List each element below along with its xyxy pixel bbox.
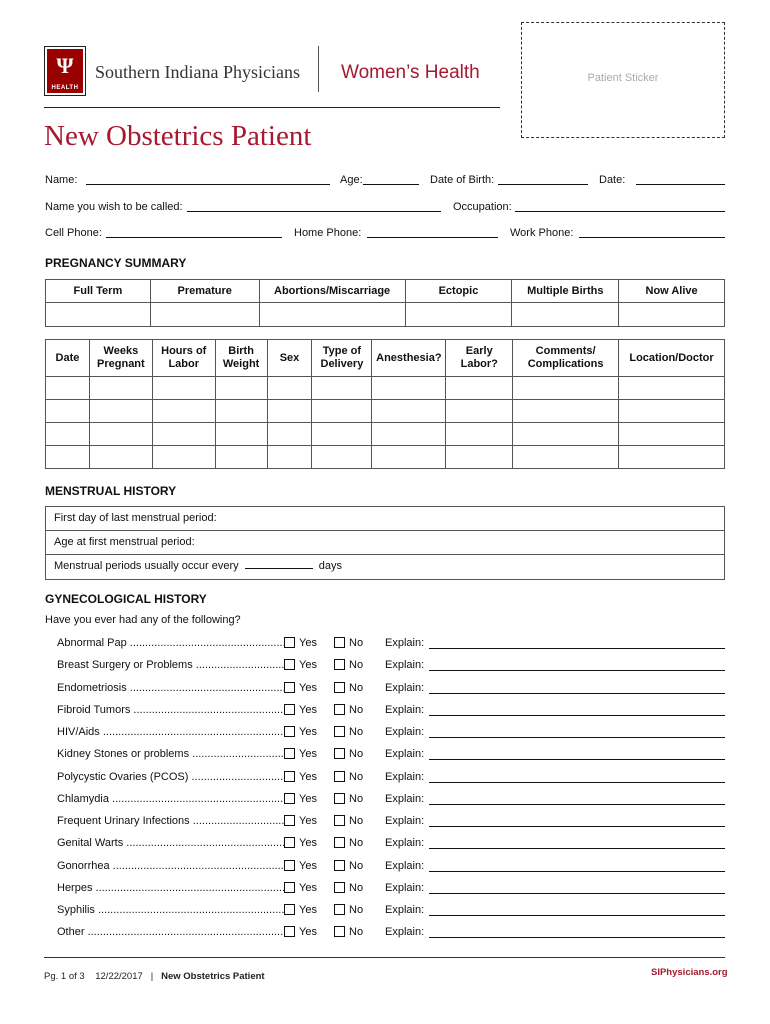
header-divider [318,46,319,92]
table-cell[interactable] [267,377,312,400]
table-cell[interactable] [619,400,725,423]
table-cell[interactable] [46,303,151,327]
interval-unit: days [318,560,343,572]
col-anesthesia: Anesthesia? [372,340,446,377]
work-phone-label: Work Phone: [510,227,574,239]
no-label: No [349,637,364,649]
table-cell[interactable] [513,400,619,423]
yes-label: Yes [299,659,317,671]
explain-field[interactable] [429,804,725,805]
no-checkbox[interactable] [334,882,345,893]
no-checkbox[interactable] [334,637,345,648]
table-cell[interactable] [513,377,619,400]
table-cell[interactable] [215,377,267,400]
explain-label: Explain: [385,926,425,938]
no-checkbox[interactable] [334,904,345,915]
condition-label: Abnormal Pap ..... [57,636,284,650]
yes-label: Yes [299,748,317,760]
yes-checkbox[interactable] [284,726,295,737]
gyn-question: Have you ever had any of the following? [45,614,241,626]
footer-separator: | [150,971,154,982]
explain-field[interactable] [429,893,725,894]
footer-info [44,971,265,982]
col-abortions: Abortions/Miscarriage [259,280,405,303]
table-cell[interactable] [405,303,512,327]
footer-doc-title: New Obstetrics Patient [161,971,265,982]
col-date: Date [46,340,90,377]
gyn-condition-row [57,881,725,895]
yes-checkbox[interactable] [284,771,295,782]
interval-label: Menstrual periods usually occur every [54,560,239,572]
table-row [46,377,725,400]
no-checkbox[interactable] [334,793,345,804]
table-cell[interactable] [46,446,90,469]
yes-label: Yes [299,637,317,649]
gyn-condition-row [57,859,725,873]
col-full-term: Full Term [46,280,151,303]
age-label: Age: [340,174,363,186]
gyn-condition-row [57,903,725,917]
yes-label: Yes [299,882,317,894]
yes-checkbox[interactable] [284,926,295,937]
table-cell[interactable] [215,400,267,423]
explain-field[interactable] [429,670,725,671]
preferred-name-field[interactable] [187,211,441,212]
condition-label: Endometriosis ..... [57,681,284,695]
no-checkbox[interactable] [334,704,345,715]
interval-row [46,555,724,579]
table-cell[interactable] [267,446,312,469]
no-checkbox[interactable] [334,726,345,737]
iu-health-logo [44,46,86,96]
age-first-row[interactable] [46,531,724,555]
footer-rule [44,957,725,958]
col-ectopic: Ectopic [405,280,512,303]
col-multiple-births: Multiple Births [512,280,619,303]
explain-field[interactable] [429,937,725,938]
no-label: No [349,860,364,872]
explain-field[interactable] [429,871,725,872]
cell-phone-field[interactable] [106,237,282,238]
explain-field[interactable] [429,648,725,649]
col-delivery-type: Type of Delivery [312,340,372,377]
logo-text: HEALTH [51,85,79,91]
explain-label: Explain: [385,748,425,760]
cell-phone-label: Cell Phone: [45,227,102,239]
yes-checkbox[interactable] [284,860,295,871]
yes-label: Yes [299,837,317,849]
explain-label: Explain: [385,904,425,916]
yes-checkbox[interactable] [284,815,295,826]
pregnancy-detail-table [45,339,725,469]
no-checkbox[interactable] [334,815,345,826]
table-cell[interactable] [619,423,725,446]
table-cell[interactable] [267,400,312,423]
no-label: No [349,726,364,738]
gyn-condition-row [57,747,725,761]
date-field[interactable] [636,184,725,185]
no-label: No [349,815,364,827]
yes-label: Yes [299,926,317,938]
condition-label: Polycystic Ovaries (PCOS) ..... [57,770,284,784]
table-cell[interactable] [446,423,513,446]
explain-field[interactable] [429,915,725,916]
table-cell[interactable] [312,423,372,446]
no-label: No [349,748,364,760]
explain-label: Explain: [385,659,425,671]
explain-label: Explain: [385,837,425,849]
explain-field[interactable] [429,759,725,760]
no-label: No [349,793,364,805]
yes-checkbox[interactable] [284,637,295,648]
col-hours-labor: Hours of Labor [152,340,215,377]
table-cell[interactable] [513,423,619,446]
footer-website[interactable]: SIPhysicians.org [651,967,728,978]
table-cell[interactable] [512,303,619,327]
table-cell[interactable] [215,446,267,469]
table-cell[interactable] [152,377,215,400]
condition-label: Fibroid Tumors ..... [57,703,284,717]
table-cell[interactable] [89,377,152,400]
gyn-condition-row [57,836,725,850]
table-cell[interactable] [89,423,152,446]
col-location-doctor: Location/Doctor [619,340,725,377]
trident-icon: Ψ [56,53,74,78]
gyn-condition-row [57,925,725,939]
col-early-labor: Early Labor? [446,340,513,377]
yes-checkbox[interactable] [284,659,295,670]
department-name: Women’s Health [341,62,480,83]
footer-page: Pg. 1 of 3 [44,971,85,982]
table-cell[interactable] [619,377,725,400]
pregnancy-summary-heading: PREGNANCY SUMMARY [45,256,187,270]
table-row [46,423,725,446]
work-phone-field[interactable] [579,237,725,238]
table-cell[interactable] [89,400,152,423]
yes-label: Yes [299,726,317,738]
gyn-condition-row [57,770,725,784]
table-cell[interactable] [446,446,513,469]
occupation-label: Occupation: [453,201,512,213]
explain-label: Explain: [385,771,425,783]
dob-label: Date of Birth: [430,174,495,186]
table-cell[interactable] [312,400,372,423]
preferred-name-label: Name you wish to be called: [45,201,183,213]
table-row [46,446,725,469]
menstrual-history-heading: MENSTRUAL HISTORY [45,484,177,498]
no-checkbox[interactable] [334,837,345,848]
no-checkbox[interactable] [334,748,345,759]
table-cell[interactable] [152,400,215,423]
org-name: Southern Indiana Physicians [95,62,300,82]
dob-field[interactable] [498,184,588,185]
yes-checkbox[interactable] [284,837,295,848]
gyn-condition-row [57,814,725,828]
table-cell[interactable] [619,446,725,469]
gynecological-history-heading: GYNECOLOGICAL HISTORY [45,592,207,606]
condition-label: Frequent Urinary Infections ..... [57,814,284,828]
table-cell[interactable] [46,423,90,446]
no-checkbox[interactable] [334,860,345,871]
no-label: No [349,882,364,894]
table-cell[interactable] [372,377,446,400]
occupation-field[interactable] [515,211,725,212]
no-checkbox[interactable] [334,926,345,937]
patient-sticker-label: Patient Sticker [587,72,659,84]
explain-field[interactable] [429,737,725,738]
explain-label: Explain: [385,637,425,649]
first-day-label: First day of last menstrual period: [54,512,217,524]
gyn-condition-row [57,703,725,717]
no-label: No [349,659,364,671]
condition-label: Breast Surgery or Problems ..... [57,658,284,672]
yes-checkbox[interactable] [284,904,295,915]
table-row [46,400,725,423]
header-rule [44,107,500,108]
age-field[interactable] [363,184,419,185]
yes-checkbox[interactable] [284,748,295,759]
explain-label: Explain: [385,860,425,872]
table-cell[interactable] [46,377,90,400]
yes-checkbox[interactable] [284,793,295,804]
no-label: No [349,904,364,916]
name-field[interactable] [86,184,330,185]
table-cell[interactable] [372,400,446,423]
footer-date: 12/22/2017 [95,971,143,982]
explain-field[interactable] [429,782,725,783]
no-checkbox[interactable] [334,771,345,782]
no-label: No [349,704,364,716]
yes-label: Yes [299,904,317,916]
pregnancy-summary-table [45,279,725,327]
table-cell[interactable] [152,446,215,469]
col-sex: Sex [267,340,312,377]
yes-checkbox[interactable] [284,682,295,693]
col-now-alive: Now Alive [619,280,725,303]
page-title: New Obstetrics Patient [44,120,312,152]
explain-field[interactable] [429,715,725,716]
yes-label: Yes [299,793,317,805]
condition-label: Herpes ..... [57,881,284,895]
first-day-row[interactable] [46,507,724,531]
yes-label: Yes [299,815,317,827]
explain-field[interactable] [429,848,725,849]
condition-label: Gonorrhea ..... [57,859,284,873]
explain-label: Explain: [385,682,425,694]
yes-label: Yes [299,682,317,694]
condition-label: HIV/Aids ..... [57,725,284,739]
explain-label: Explain: [385,704,425,716]
explain-field[interactable] [429,826,725,827]
table-cell[interactable] [372,446,446,469]
condition-label: Kidney Stones or problems ..... [57,747,284,761]
table-cell[interactable] [150,303,259,327]
no-checkbox[interactable] [334,682,345,693]
explain-field[interactable] [429,693,725,694]
name-label: Name: [45,174,78,186]
table-cell[interactable] [446,400,513,423]
table-cell[interactable] [312,377,372,400]
home-phone-field[interactable] [367,237,498,238]
table-cell[interactable] [619,303,725,327]
no-checkbox[interactable] [334,659,345,670]
interval-field[interactable] [245,559,313,569]
table-cell[interactable] [152,423,215,446]
home-phone-label: Home Phone: [294,227,362,239]
explain-label: Explain: [385,726,425,738]
yes-label: Yes [299,771,317,783]
explain-label: Explain: [385,815,425,827]
no-label: No [349,771,364,783]
gyn-condition-row [57,725,725,739]
menstrual-history-box [45,506,725,580]
table-cell[interactable] [446,377,513,400]
gyn-condition-row [57,792,725,806]
table-cell[interactable] [513,446,619,469]
explain-label: Explain: [385,793,425,805]
gyn-condition-row [57,681,725,695]
col-weeks-pregnant: Weeks Pregnant [89,340,152,377]
no-label: No [349,837,364,849]
yes-checkbox[interactable] [284,882,295,893]
explain-label: Explain: [385,882,425,894]
condition-label: Syphilis ..... [57,903,284,917]
col-birth-weight: Birth Weight [215,340,267,377]
condition-label: Genital Warts ..... [57,836,284,850]
table-cell[interactable] [312,446,372,469]
yes-checkbox[interactable] [284,704,295,715]
yes-label: Yes [299,860,317,872]
table-cell[interactable] [259,303,405,327]
table-cell[interactable] [215,423,267,446]
gyn-condition-row [57,636,725,650]
gyn-condition-row [57,658,725,672]
date-label: Date: [599,174,626,186]
col-premature: Premature [150,280,259,303]
table-cell[interactable] [46,400,90,423]
table-cell[interactable] [372,423,446,446]
col-comments: Comments/ Complications [513,340,619,377]
age-first-label: Age at first menstrual period: [54,536,195,548]
condition-label: Chlamydia ..... [57,792,284,806]
table-cell[interactable] [267,423,312,446]
condition-label: Other ..... [57,925,284,939]
yes-label: Yes [299,704,317,716]
no-label: No [349,926,364,938]
no-label: No [349,682,364,694]
table-cell[interactable] [89,446,152,469]
